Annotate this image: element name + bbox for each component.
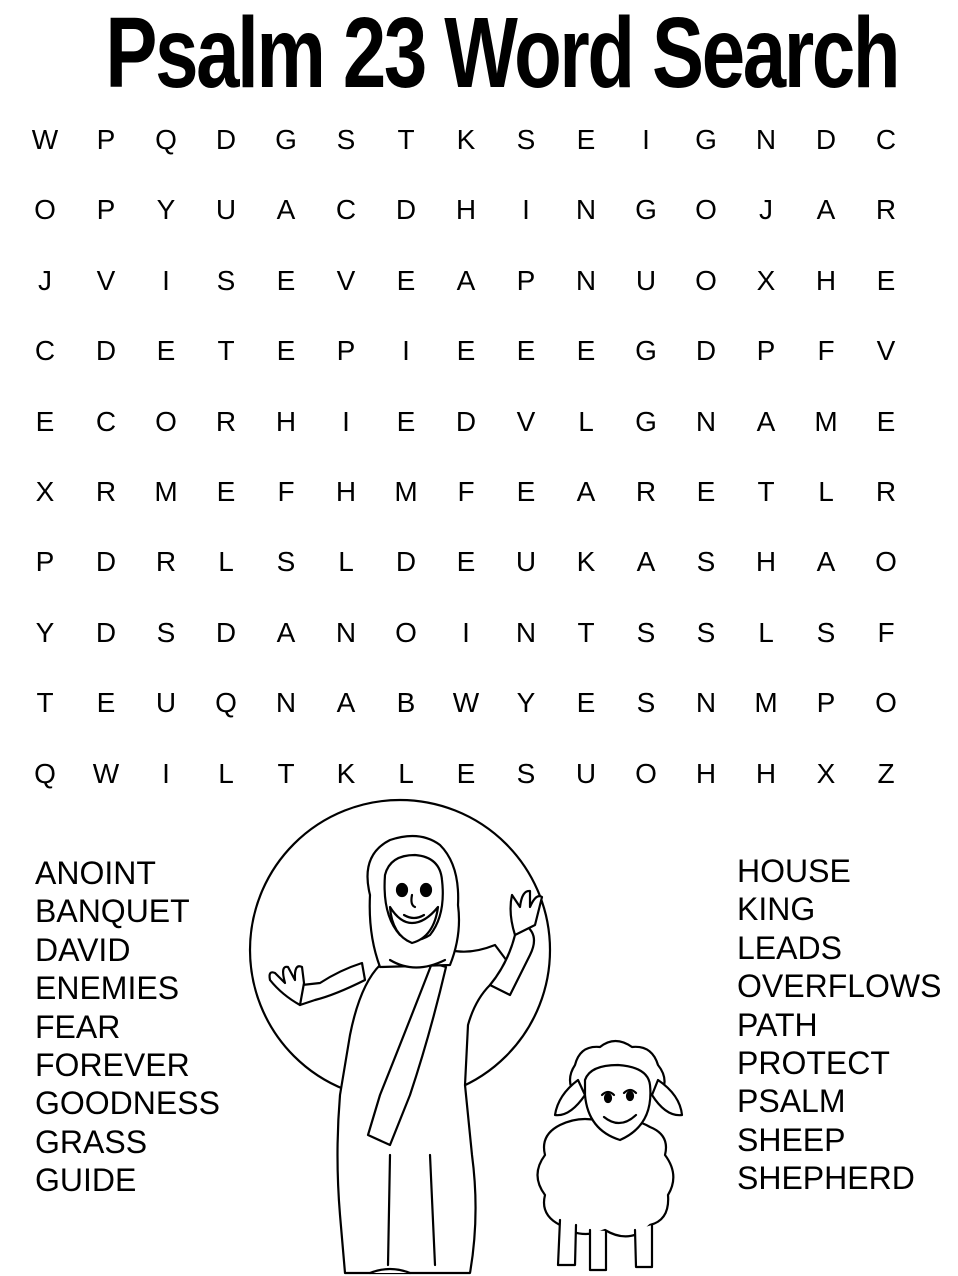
grid-cell[interactable]: D [695,335,717,367]
word-list-item: PATH [737,1006,818,1043]
grid-cell[interactable]: O [695,194,717,226]
grid-cell[interactable]: T [36,687,54,719]
grid-cell[interactable]: N [755,124,777,155]
grid-cell[interactable]: W [92,757,120,789]
grid-cell[interactable]: P [35,546,55,578]
grid-cell[interactable]: H [755,546,777,578]
grid-cell[interactable]: O [155,405,177,437]
grid-cell[interactable]: O [695,264,717,296]
grid-cell[interactable]: A [636,546,656,578]
grid-cell[interactable]: L [218,757,234,789]
grid-cell[interactable]: K [576,546,596,578]
word-list-item: BANQUET [35,893,190,930]
grid-cell[interactable]: U [155,687,177,719]
grid-cell[interactable]: H [275,405,297,437]
grid-cell[interactable]: E [276,335,296,367]
grid-cell[interactable]: H [755,757,777,789]
grid-cell[interactable]: E [696,475,716,507]
grid-cell[interactable]: I [642,124,650,155]
word-list-item: SHEEP [737,1121,846,1158]
grid-cell[interactable]: V [96,264,116,296]
word-list-item: DAVID [35,931,131,968]
grid-cell[interactable]: N [275,687,297,719]
word-list-item: ENEMIES [35,970,180,1007]
grid-cell[interactable]: X [35,475,55,507]
grid-cell[interactable]: V [876,335,896,367]
word-list-item: GUIDE [35,1162,137,1199]
grid-cell[interactable]: D [215,124,237,155]
grid-cell[interactable]: T [577,616,595,648]
grid-cell[interactable]: M [394,475,418,507]
grid-cell[interactable]: U [635,264,657,296]
grid-cell[interactable]: X [756,264,776,296]
grid-row [14,175,924,245]
grid-cell[interactable]: E [96,687,116,719]
grid-cell[interactable]: E [456,546,476,578]
grid-cell[interactable]: E [456,335,476,367]
grid-row [14,105,924,175]
grid-cell[interactable]: S [696,546,716,578]
grid-cell[interactable]: N [575,194,597,226]
grid-cell[interactable]: S [636,687,656,719]
grid-cell[interactable]: D [215,616,237,648]
grid-cell[interactable]: O [875,546,897,578]
grid-cell[interactable]: I [522,194,530,226]
grid-cell[interactable]: F [277,475,295,507]
word-list-item: OVERFLOWS [737,968,942,1005]
grid-cell[interactable]: M [154,475,178,507]
grid-cell[interactable]: E [396,405,416,437]
grid-cell[interactable]: S [516,757,536,789]
grid-cell[interactable]: L [218,546,234,578]
grid-cell[interactable]: M [814,405,838,437]
grid-cell[interactable]: G [635,194,657,226]
grid-cell[interactable]: H [335,475,357,507]
grid-cell[interactable]: D [95,546,117,578]
grid-row [14,598,924,668]
grid-cell[interactable]: B [396,687,416,719]
grid-cell[interactable]: K [336,757,356,789]
grid-cell[interactable]: I [402,335,410,367]
grid-cell[interactable]: G [635,335,657,367]
grid-cell[interactable]: X [816,757,836,789]
word-list-item: GOODNESS [35,1085,220,1122]
grid-cell[interactable]: K [456,124,476,155]
grid-cell[interactable]: S [336,124,356,155]
grid-cell[interactable]: J [759,194,773,226]
grid-cell[interactable]: E [576,687,596,719]
grid-cell[interactable]: I [342,405,350,437]
grid-cell[interactable]: D [395,546,417,578]
grid-cell[interactable]: E [876,405,896,437]
grid-cell[interactable]: N [695,687,717,719]
grid-row [14,527,924,597]
grid-cell[interactable]: Y [35,616,55,648]
grid-cell[interactable]: D [815,124,837,155]
grid-cell[interactable]: N [695,405,717,437]
grid-cell[interactable]: O [635,757,657,789]
grid-cell[interactable]: A [816,194,836,226]
grid-cell[interactable]: S [636,616,656,648]
grid-row [14,246,924,316]
grid-cell[interactable]: T [757,475,775,507]
grid-cell[interactable]: J [38,264,52,296]
grid-cell[interactable]: N [575,264,597,296]
grid-cell[interactable]: E [156,335,176,367]
grid-cell[interactable]: I [462,616,470,648]
grid-row [14,316,924,386]
grid-cell[interactable]: E [276,264,296,296]
grid-cell[interactable]: O [34,194,56,226]
sheep-icon [538,1041,683,1270]
grid-cell[interactable]: P [756,335,776,367]
grid-cell[interactable]: E [576,124,596,155]
grid-cell[interactable]: R [635,475,657,507]
grid-cell[interactable]: T [217,335,235,367]
grid-cell[interactable]: U [215,194,237,226]
grid-cell[interactable]: Y [156,194,176,226]
grid-row [14,387,924,457]
word-list-item: ANOINT [35,855,156,891]
grid-row [14,668,924,738]
grid-cell[interactable]: S [216,264,236,296]
word-list-left [35,854,220,1200]
word-list-item: PSALM [737,1083,846,1120]
grid-cell[interactable]: U [515,546,537,578]
grid-row [14,457,924,527]
grid-cell[interactable]: H [695,757,717,789]
word-list-item: GRASS [35,1123,148,1160]
word-list-item: PROTECT [737,1045,890,1082]
word-list-item: KING [737,891,816,928]
grid-cell[interactable]: W [452,687,480,719]
grid-cell[interactable]: P [816,687,836,719]
grid-cell[interactable]: A [456,264,476,296]
grid-cell[interactable]: E [516,335,536,367]
grid-cell[interactable]: H [455,194,477,226]
letter-grid [14,105,924,809]
grid-cell[interactable]: I [162,264,170,296]
grid-cell[interactable]: E [216,475,236,507]
grid-cell[interactable]: L [578,405,594,437]
grid-cell[interactable]: Y [516,687,536,719]
grid-cell[interactable]: M [754,687,778,719]
grid-cell[interactable]: C [875,124,897,155]
grid-cell[interactable]: F [457,475,475,507]
grid-cell[interactable]: L [338,546,354,578]
grid-cell[interactable]: G [275,124,297,155]
grid-cell[interactable]: D [455,405,477,437]
grid-cell[interactable]: E [35,405,55,437]
grid-cell[interactable]: P [96,124,116,155]
grid-cell[interactable]: A [276,616,296,648]
grid-cell[interactable]: I [162,757,170,789]
word-list-right [737,852,941,1198]
grid-cell[interactable]: D [95,335,117,367]
grid-cell[interactable]: D [395,194,417,226]
word-list-item: FEAR [35,1008,121,1045]
grid-cell[interactable]: Z [877,757,895,789]
grid-cell[interactable]: H [815,264,837,296]
grid-cell[interactable]: A [576,475,596,507]
grid-cell[interactable]: C [95,405,117,437]
grid-cell[interactable]: Q [34,757,56,789]
jesus-figure-icon [270,836,542,1273]
grid-cell[interactable]: G [695,124,717,155]
grid-cell[interactable]: W [31,124,59,155]
grid-cell[interactable]: R [875,194,897,226]
grid-cell[interactable]: Q [215,687,237,719]
grid-cell[interactable]: S [816,616,836,648]
word-list-item: HOUSE [737,853,851,889]
grid-cell[interactable]: L [758,616,774,648]
grid-cell[interactable]: S [696,616,716,648]
grid-cell[interactable]: S [156,616,176,648]
grid-cell[interactable]: R [95,475,117,507]
grid-cell[interactable]: O [395,616,417,648]
grid-cell[interactable]: T [277,757,295,789]
word-list-item: FOREVER [35,1047,190,1084]
grid-cell[interactable]: V [516,405,536,437]
grid-cell[interactable]: V [336,264,356,296]
grid-cell[interactable]: A [756,405,776,437]
grid-cell[interactable]: A [336,687,356,719]
grid-cell[interactable]: F [877,616,895,648]
grid-cell[interactable]: Q [155,124,177,155]
grid-cell[interactable]: L [818,475,834,507]
grid-cell[interactable]: S [276,546,296,578]
grid-cell[interactable]: E [456,757,476,789]
grid-cell[interactable]: T [397,124,415,155]
grid-cell[interactable]: P [96,194,116,226]
grid-cell[interactable]: R [215,405,237,437]
grid-cell[interactable]: P [516,264,536,296]
grid-cell[interactable]: E [576,335,596,367]
grid-cell[interactable]: C [34,335,56,367]
grid-cell[interactable]: N [335,616,357,648]
grid-cell[interactable]: L [398,757,414,789]
illustration [240,795,720,1275]
grid-cell[interactable]: E [516,475,536,507]
grid-cell[interactable]: G [635,405,657,437]
grid-cell[interactable]: E [876,264,896,296]
grid-cell[interactable]: S [516,124,536,155]
grid-cell[interactable]: N [515,616,537,648]
grid-cell[interactable]: C [335,194,357,226]
page-title: Psalm 23 Word Search [105,0,899,109]
grid-cell[interactable]: D [95,616,117,648]
grid-cell[interactable]: A [816,546,836,578]
word-list-item: LEADS [737,929,842,966]
grid-cell[interactable]: A [276,194,296,226]
grid-cell[interactable]: U [575,757,597,789]
grid-cell[interactable]: P [336,335,356,367]
grid-cell[interactable]: E [396,264,416,296]
grid-cell[interactable]: F [817,335,835,367]
grid-cell[interactable]: R [155,546,177,578]
grid-cell[interactable]: R [875,475,897,507]
grid-cell[interactable]: O [875,687,897,719]
word-list-item: SHEPHERD [737,1160,915,1197]
